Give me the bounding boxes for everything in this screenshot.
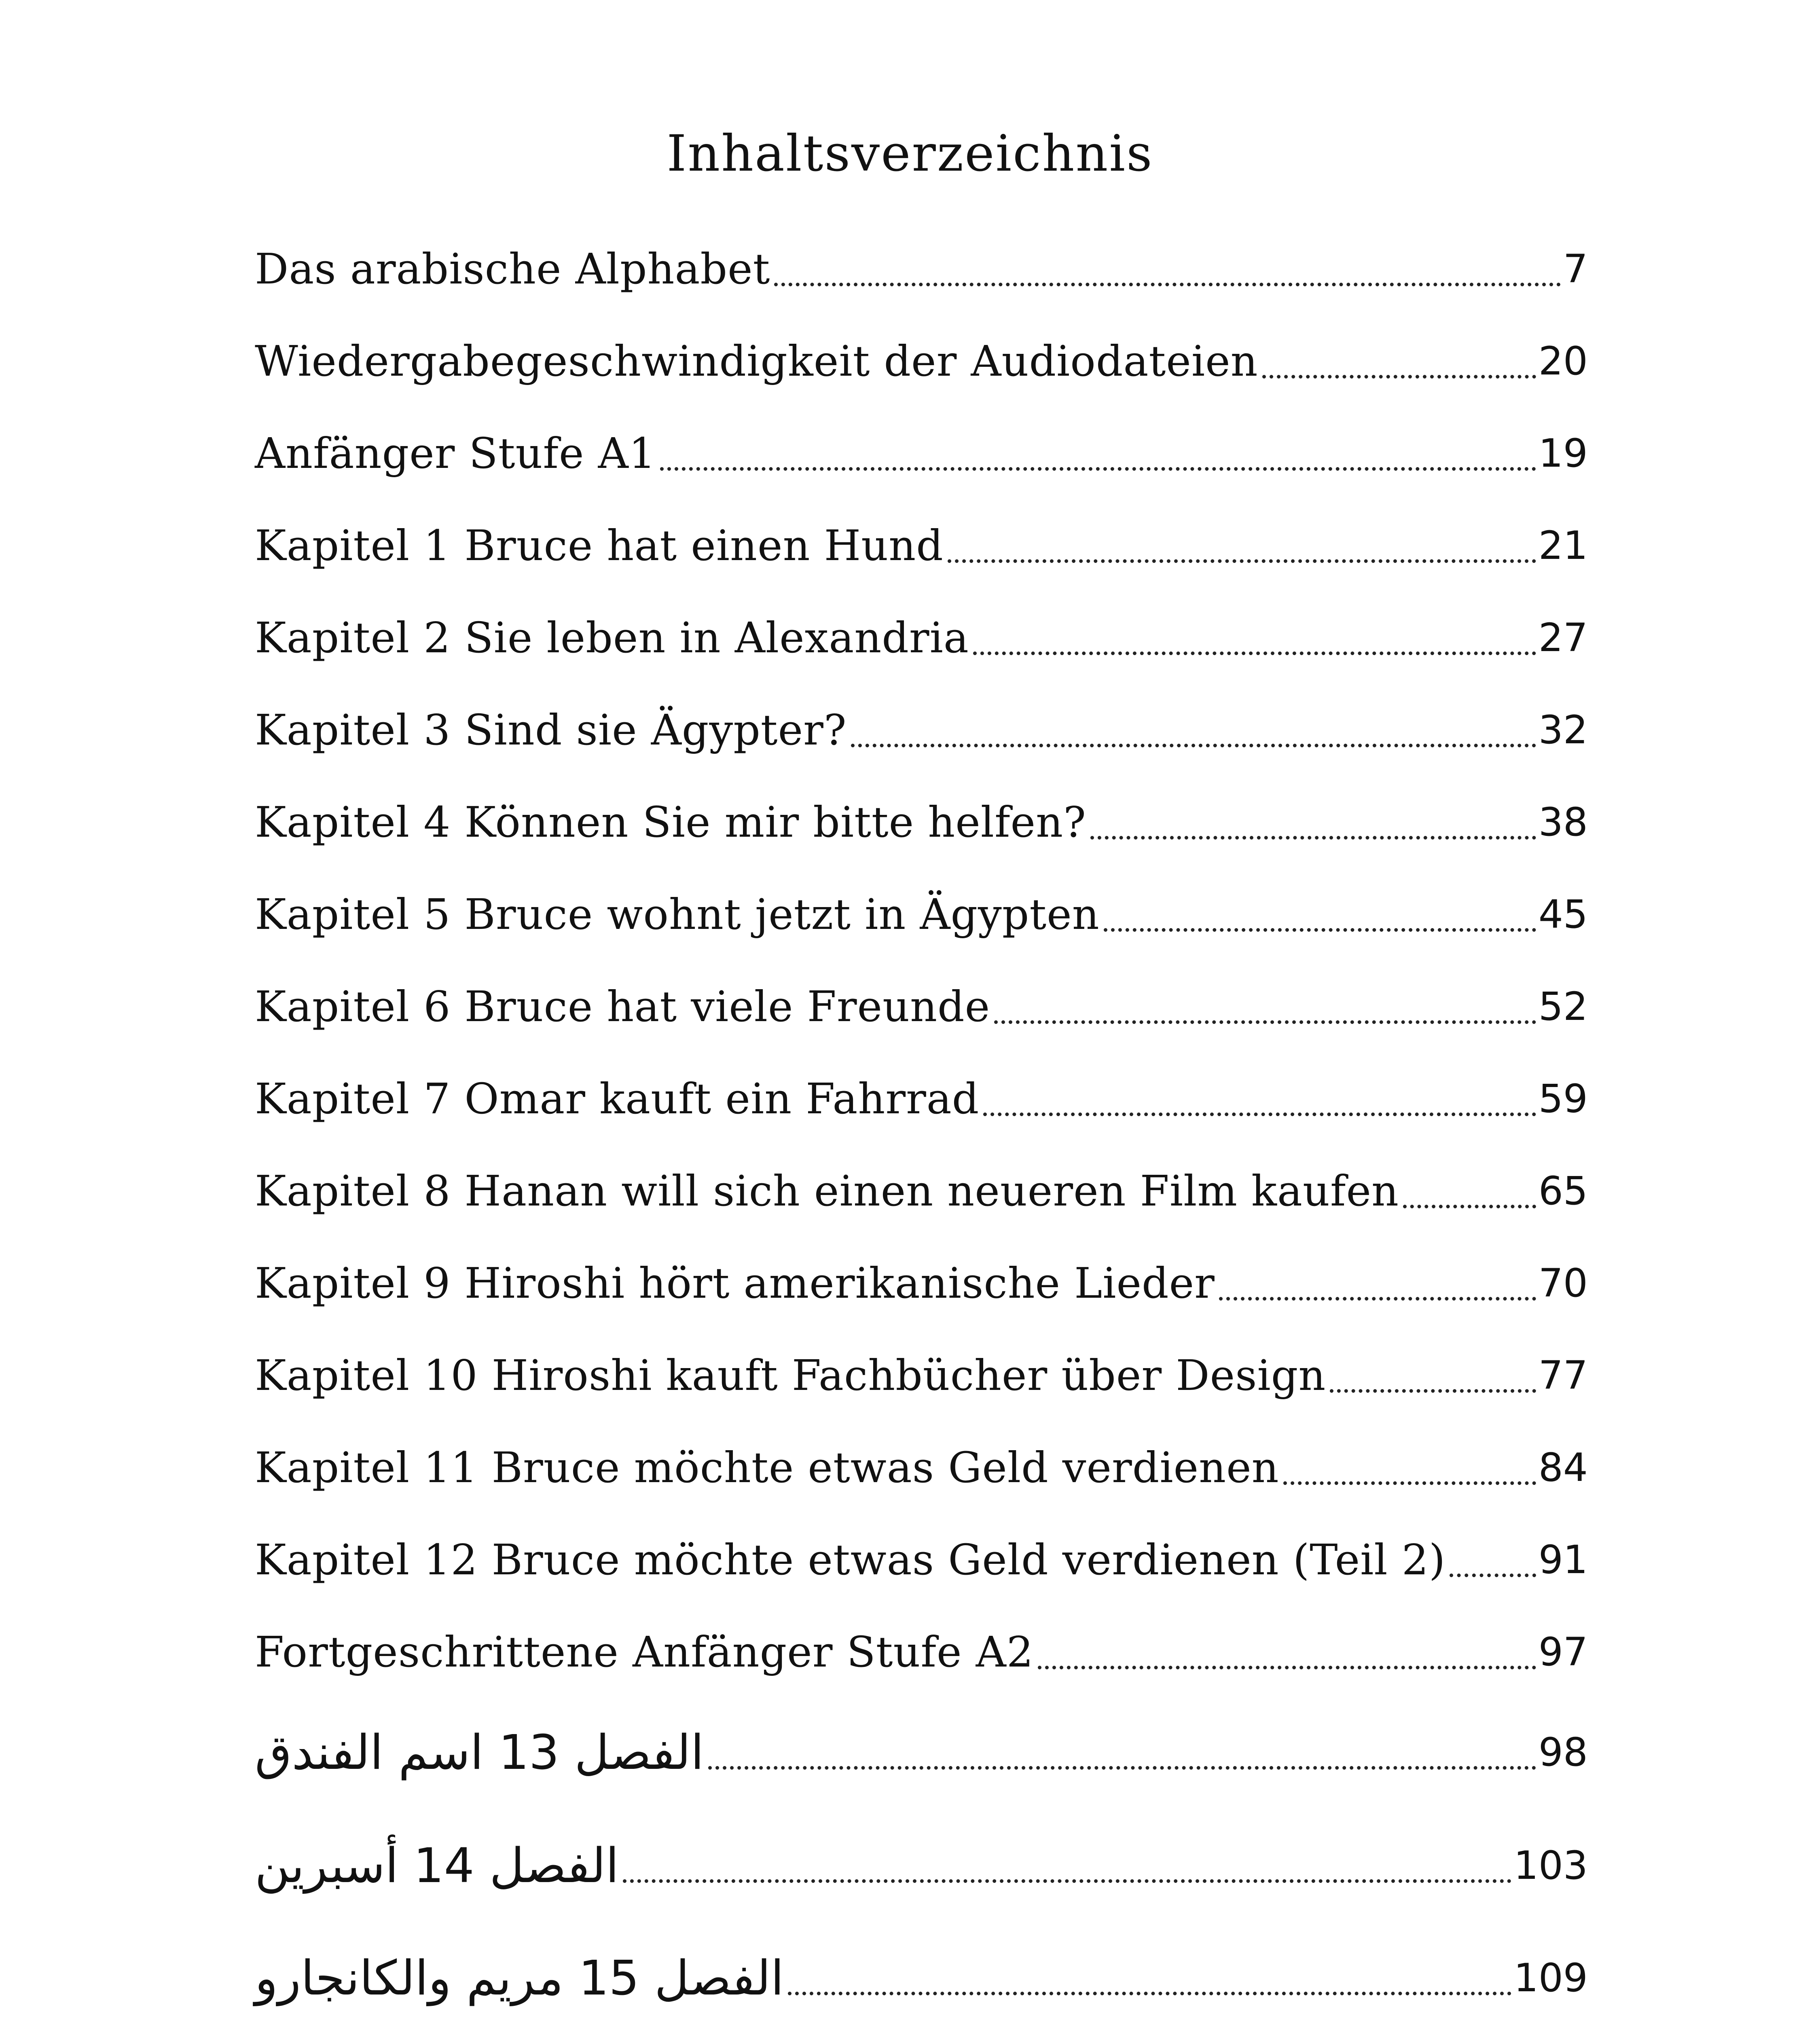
toc-entry-label: Kapitel 6 Bruce hat viele Freunde [255, 982, 990, 1031]
toc-entry-page: 91 [1538, 1537, 1588, 1582]
dot-leader [1283, 1481, 1536, 1485]
dot-leader [948, 559, 1536, 563]
toc-entry-page: 45 [1538, 892, 1588, 937]
page-title: Inhaltsverzeichnis [667, 125, 1153, 183]
dot-leader [774, 283, 1561, 286]
dot-leader [623, 1879, 1511, 1883]
toc-entry-page: 109 [1513, 1955, 1588, 2001]
toc-entry-label: Fortgeschrittene Anfänger Stufe A2 [255, 1627, 1034, 1677]
toc-entry-level-a2[interactable] [255, 1622, 1588, 1682]
toc-entry-page: 98 [1538, 1730, 1588, 1775]
toc-entry-label: Das arabische Alphabet [255, 244, 770, 294]
toc-entry-label: Kapitel 10 Hiroshi kauft Fachbücher über Design [255, 1351, 1326, 1400]
toc-entry-page: 70 [1538, 1261, 1588, 1306]
toc-entry-label: Kapitel 3 Sind sie Ägypter? [255, 705, 847, 755]
toc-entry-page: 21 [1538, 523, 1588, 568]
toc-entry-page: 52 [1538, 984, 1588, 1029]
toc-entry-label: Anfänger Stufe A1 [255, 429, 656, 478]
toc-entry-label: Kapitel 12 Bruce möchte etwas Geld verdienen (Teil 2) [255, 1535, 1446, 1584]
toc-entry-chapter-12[interactable] [255, 1529, 1588, 1590]
dot-leader [1403, 1205, 1536, 1208]
toc-entry-label: الفصل 13 اسم الفندق [255, 1724, 704, 1780]
dot-leader [1450, 1574, 1536, 1577]
toc-entry-page: 7 [1563, 246, 1588, 292]
toc-entry-page: 19 [1538, 431, 1588, 476]
toc-entry-chapter-3[interactable] [255, 700, 1588, 760]
toc-entry-label: Kapitel 7 Omar kauft ein Fahrrad [255, 1074, 980, 1123]
toc-entry-label: الفصل 15 مريم والكانجارو [255, 1950, 784, 2006]
toc-entry-page: 27 [1538, 615, 1588, 660]
toc-entry-page: 32 [1538, 707, 1588, 753]
toc-entry-chapter-1[interactable] [255, 515, 1588, 576]
toc-entry-chapter-13[interactable] [255, 1722, 1588, 1783]
toc-entry-label: Kapitel 9 Hiroshi hört amerikanische Lieder [255, 1258, 1215, 1308]
toc-entry-level-a1[interactable] [255, 423, 1588, 484]
dot-leader [1330, 1389, 1536, 1393]
dot-leader [1219, 1297, 1536, 1301]
toc-entry-page: 103 [1513, 1843, 1588, 1888]
toc-entry-chapter-14[interactable] [255, 1835, 1588, 1896]
toc-entry-chapter-6[interactable] [255, 976, 1588, 1037]
dot-leader [1090, 836, 1536, 840]
dot-leader [1104, 928, 1536, 932]
toc-entry-chapter-9[interactable] [255, 1253, 1588, 1313]
toc-entry-label: Kapitel 8 Hanan will sich einen neueren Film kaufen [255, 1166, 1399, 1216]
toc-entry-label: Kapitel 11 Bruce möchte etwas Geld verdienen [255, 1443, 1279, 1492]
dot-leader [973, 651, 1536, 655]
toc-entry-label: Kapitel 5 Bruce wohnt jetzt in Ägypten [255, 890, 1100, 939]
toc-entry-chapter-11[interactable] [255, 1437, 1588, 1498]
toc-entry-label: الفصل 14 أسبرين [255, 1838, 619, 1893]
dot-leader [983, 1113, 1536, 1116]
dot-leader [660, 467, 1536, 471]
toc-entry-page: 77 [1538, 1353, 1588, 1398]
toc-entry-label: Wiedergabegeschwindigkeit der Audiodateien [255, 336, 1258, 386]
toc-entry-page: 38 [1538, 799, 1588, 845]
dot-leader [994, 1020, 1536, 1024]
toc-entry-chapter-7[interactable] [255, 1068, 1588, 1129]
dot-leader [708, 1766, 1536, 1770]
toc-entry-label: Kapitel 4 Können Sie mir bitte helfen? [255, 797, 1086, 847]
toc-entry-chapter-5[interactable] [255, 884, 1588, 945]
dot-leader [851, 744, 1536, 747]
toc-entry-page: 65 [1538, 1168, 1588, 1214]
toc-entry-page: 84 [1538, 1445, 1588, 1490]
toc-entry-page: 20 [1538, 338, 1588, 384]
toc-entry-chapter-4[interactable] [255, 792, 1588, 852]
toc-entry-label: Kapitel 2 Sie leben in Alexandria [255, 613, 969, 662]
toc-entry-page: 59 [1538, 1076, 1588, 1121]
toc-entry-label: Kapitel 1 Bruce hat einen Hund [255, 521, 944, 570]
dot-leader [1262, 375, 1536, 379]
toc-entry-chapter-2[interactable] [255, 607, 1588, 668]
toc-entry-playback-speed[interactable] [255, 331, 1588, 391]
toc-entry-chapter-8[interactable] [255, 1161, 1588, 1221]
dot-leader [788, 1992, 1511, 1995]
toc-entry-page: 97 [1538, 1629, 1588, 1675]
toc-entry-chapter-15[interactable] [255, 1948, 1588, 2008]
toc-entry-alphabet[interactable] [255, 239, 1588, 299]
dot-leader [1038, 1666, 1536, 1669]
toc-entry-chapter-10[interactable] [255, 1345, 1588, 1406]
